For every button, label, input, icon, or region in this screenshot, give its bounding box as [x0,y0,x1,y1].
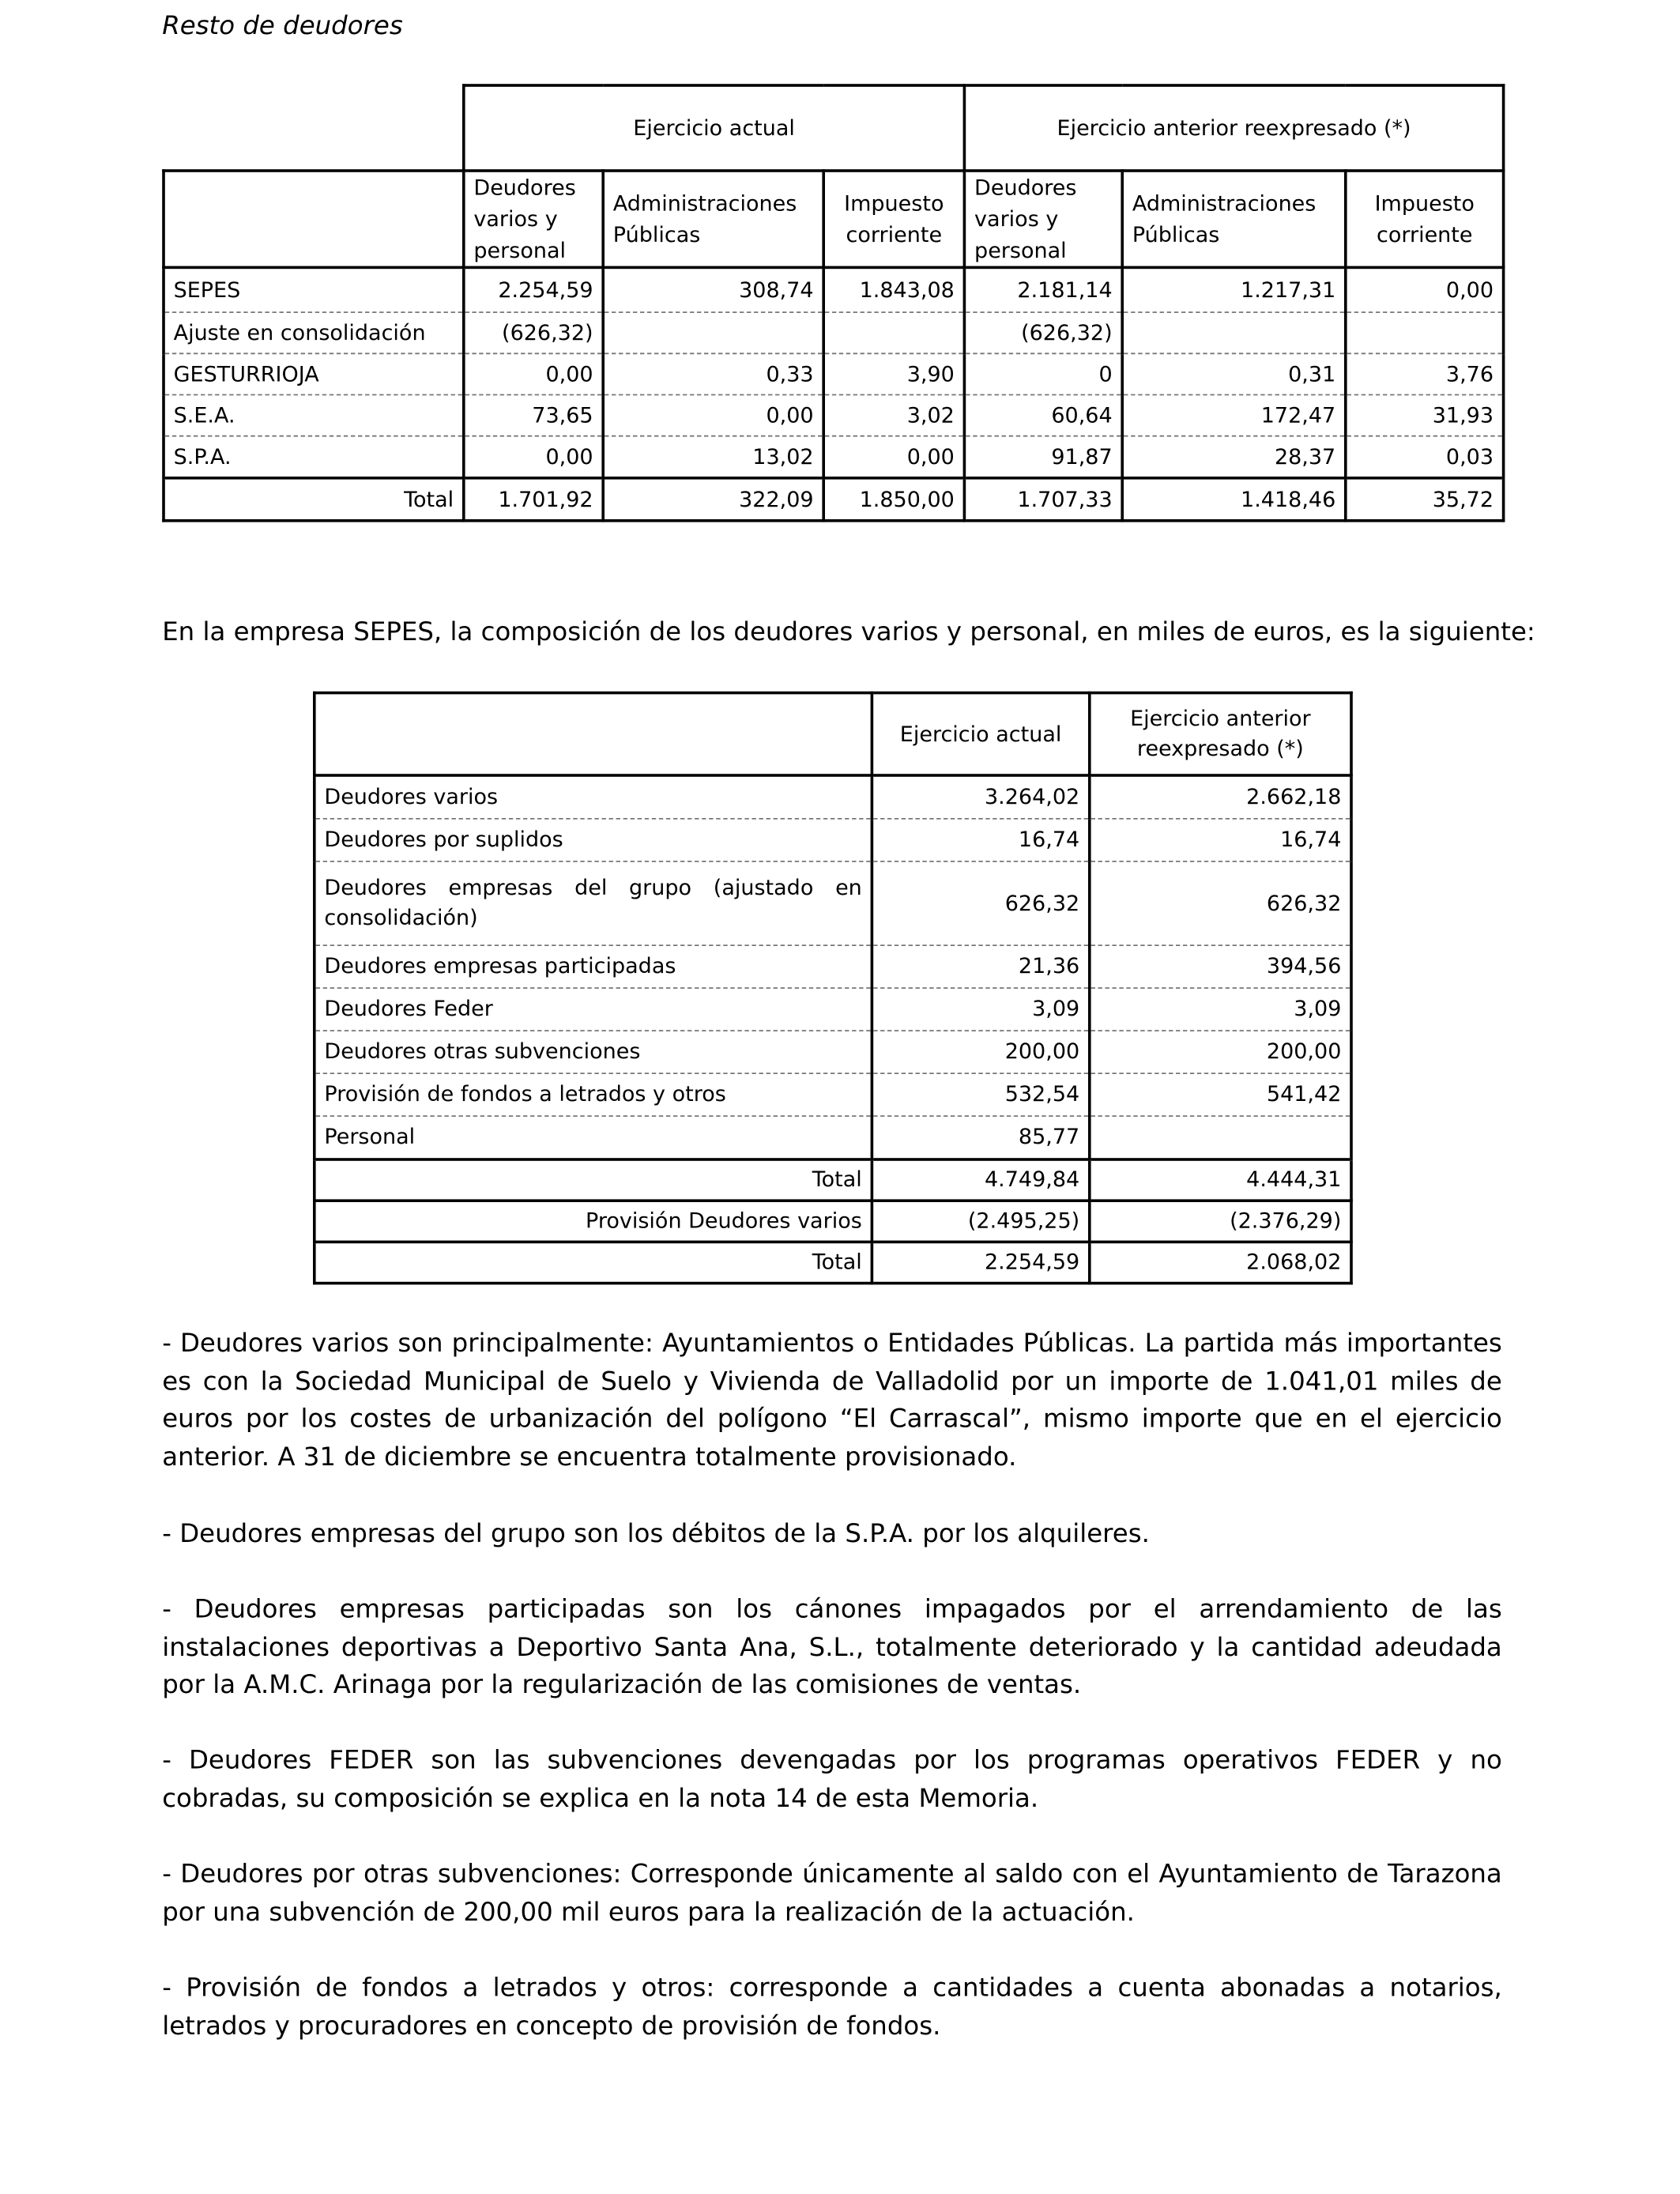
cell: 0,00 [603,395,823,436]
cell: 2.068,02 [1090,1242,1351,1283]
cell: 3.264,02 [872,775,1089,819]
table-row [164,395,1504,436]
paragraph: - Deudores empresas del grupo son los débitos de la S.P.A. por los alquileres. [162,1519,1150,1550]
column-header: Deudores varios y personal [964,171,1122,267]
cell: 1.418,46 [1122,478,1346,521]
row-label: Deudores por suplidos [315,819,872,861]
column-header: Impuesto corriente [1346,171,1504,267]
cell [823,312,964,353]
row-label: Ajuste en consolidación [164,312,464,353]
provision-label: Provisión Deudores varios [315,1201,872,1242]
paragraph: - Provisión de fondos a letrados y otros: corresponde a cantidades a cuenta abonadas a notarios, letrados y procuradores en concepto de provisión de fondos. [162,1973,1502,2041]
cell: 85,77 [872,1116,1089,1159]
cell [603,312,823,353]
row-label: Deudores otras subvenciones [315,1031,872,1073]
net-total-row [315,1242,1351,1283]
cell: 35,72 [1346,478,1504,521]
column-header-row [164,171,1504,267]
cell: 2.254,59 [464,267,603,312]
column-header: Ejercicio actual [872,693,1089,775]
total-label: Total [315,1242,872,1283]
cell: 3,09 [1090,988,1351,1031]
cell: 200,00 [1090,1031,1351,1073]
cell: 3,09 [872,988,1089,1031]
row-label: Deudores empresas del grupo (ajustado en consolidación) [315,861,872,945]
row-label: S.E.A. [164,395,464,436]
row-label: Deudores empresas participadas [315,945,872,988]
cell: 308,74 [603,267,823,312]
header-corner [164,171,464,267]
table-row [164,353,1504,394]
row-label: S.P.A. [164,436,464,478]
group-header-row [164,85,1504,171]
table-row [315,1073,1351,1116]
cell: 1.843,08 [823,267,964,312]
cell: 13,02 [603,436,823,478]
cell: 2.254,59 [872,1242,1089,1283]
table-row [315,1116,1351,1159]
row-label: Provisión de fondos a letrados y otros [315,1073,872,1116]
cell: 0 [964,353,1122,394]
paragraph: - Deudores empresas participadas son los cánones impagados por el arrendamiento de las instalaciones deportivas a Deportivo Santa Ana, S.L., totalmente deteriorado y la cantidad adeudada por la A.M.C. Arinaga por la regularización de las comisiones de ventas. [162,1594,1502,1700]
column-header: Administraciones Públicas [603,171,823,267]
cell: 172,47 [1122,395,1346,436]
cell: 16,74 [872,819,1089,861]
table-row [315,861,1351,945]
debtors-table [162,84,1505,522]
cell: 2.181,14 [964,267,1122,312]
table-row [164,267,1504,312]
paragraph: - Deudores por otras subvenciones: Corresponde únicamente al saldo con el Ayuntamiento de Tarazona por una subvención de 200,00 mil euros para la realización de la actuación. [162,1859,1502,1928]
cell: 4.749,84 [872,1159,1089,1201]
sepes-debtors-table [313,692,1353,1285]
provision-row [315,1201,1351,1242]
total-row [164,478,1504,521]
table-row [315,819,1351,861]
row-label: Deudores Feder [315,988,872,1031]
cell: 21,36 [872,945,1089,988]
cell: (2.376,29) [1090,1201,1351,1242]
cell: 1.701,92 [464,478,603,521]
cell: 1.850,00 [823,478,964,521]
cell: 1.707,33 [964,478,1122,521]
total-row [315,1159,1351,1201]
cell: 4.444,31 [1090,1159,1351,1201]
table-row [315,945,1351,988]
intro-text: En la empresa SEPES, la composición de los deudores varios y personal, en miles de euros, es la siguiente: [162,617,1535,647]
cell: 0,00 [1346,267,1504,312]
group-header-current: Ejercicio actual [464,85,965,171]
cell: 91,87 [964,436,1122,478]
cell: 1.217,31 [1122,267,1346,312]
cell: 73,65 [464,395,603,436]
cell: 200,00 [872,1031,1089,1073]
cell: 0,00 [464,353,603,394]
cell: 0,00 [823,436,964,478]
table-row [315,775,1351,819]
cell: 0,03 [1346,436,1504,478]
cell [1122,312,1346,353]
cell: 2.662,18 [1090,775,1351,819]
row-label: Personal [315,1116,872,1159]
cell: 626,32 [872,861,1089,945]
cell: 541,42 [1090,1073,1351,1116]
row-label: Deudores varios [315,775,872,819]
row-label: GESTURRIOJA [164,353,464,394]
paragraph: - Deudores varios son principalmente: Ayuntamientos o Entidades Públicas. La partida más importantes es con la Sociedad Municipal de Suelo y Vivienda de Valladolid por un importe de 1.041,01 miles de euros por los costes de urbanización del polígono “El Carrascal”, mismo importe que en el ejercicio anterior. A 31 de diciembre se encuentra totalmente provisionado. [162,1329,1502,1472]
column-header: Ejercicio anterior reexpresado (*) [1090,693,1351,775]
column-header-row [315,693,1351,775]
row-label: SEPES [164,267,464,312]
total-label: Total [164,478,464,521]
cell: 3,02 [823,395,964,436]
table-row [315,1031,1351,1073]
total-label: Total [315,1159,872,1201]
cell: (626,32) [464,312,603,353]
cell: (626,32) [964,312,1122,353]
cell: 322,09 [603,478,823,521]
cell [1346,312,1504,353]
paragraph: - Deudores FEDER son las subvenciones devengadas por los programas operativos FEDER y no cobradas, su composición se explica en la nota 14 de esta Memoria. [162,1745,1502,1814]
cell: 28,37 [1122,436,1346,478]
cell: 16,74 [1090,819,1351,861]
cell: 0,33 [603,353,823,394]
cell: 532,54 [872,1073,1089,1116]
cell: 31,93 [1346,395,1504,436]
cell: 3,90 [823,353,964,394]
column-header: Impuesto corriente [823,171,964,267]
cell [1090,1116,1351,1159]
section-title: Resto de deudores [162,11,403,42]
cell: (2.495,25) [872,1201,1089,1242]
cell: 0,31 [1122,353,1346,394]
cell: 60,64 [964,395,1122,436]
column-header: Administraciones Públicas [1122,171,1346,267]
header-corner [315,693,872,775]
cell: 3,76 [1346,353,1504,394]
table-row [164,312,1504,353]
table-row [315,988,1351,1031]
table-row [164,436,1504,478]
column-header: Deudores varios y personal [464,171,603,267]
cell: 394,56 [1090,945,1351,988]
cell: 626,32 [1090,861,1351,945]
cell: 0,00 [464,436,603,478]
group-header-previous: Ejercicio anterior reexpresado (*) [964,85,1503,171]
